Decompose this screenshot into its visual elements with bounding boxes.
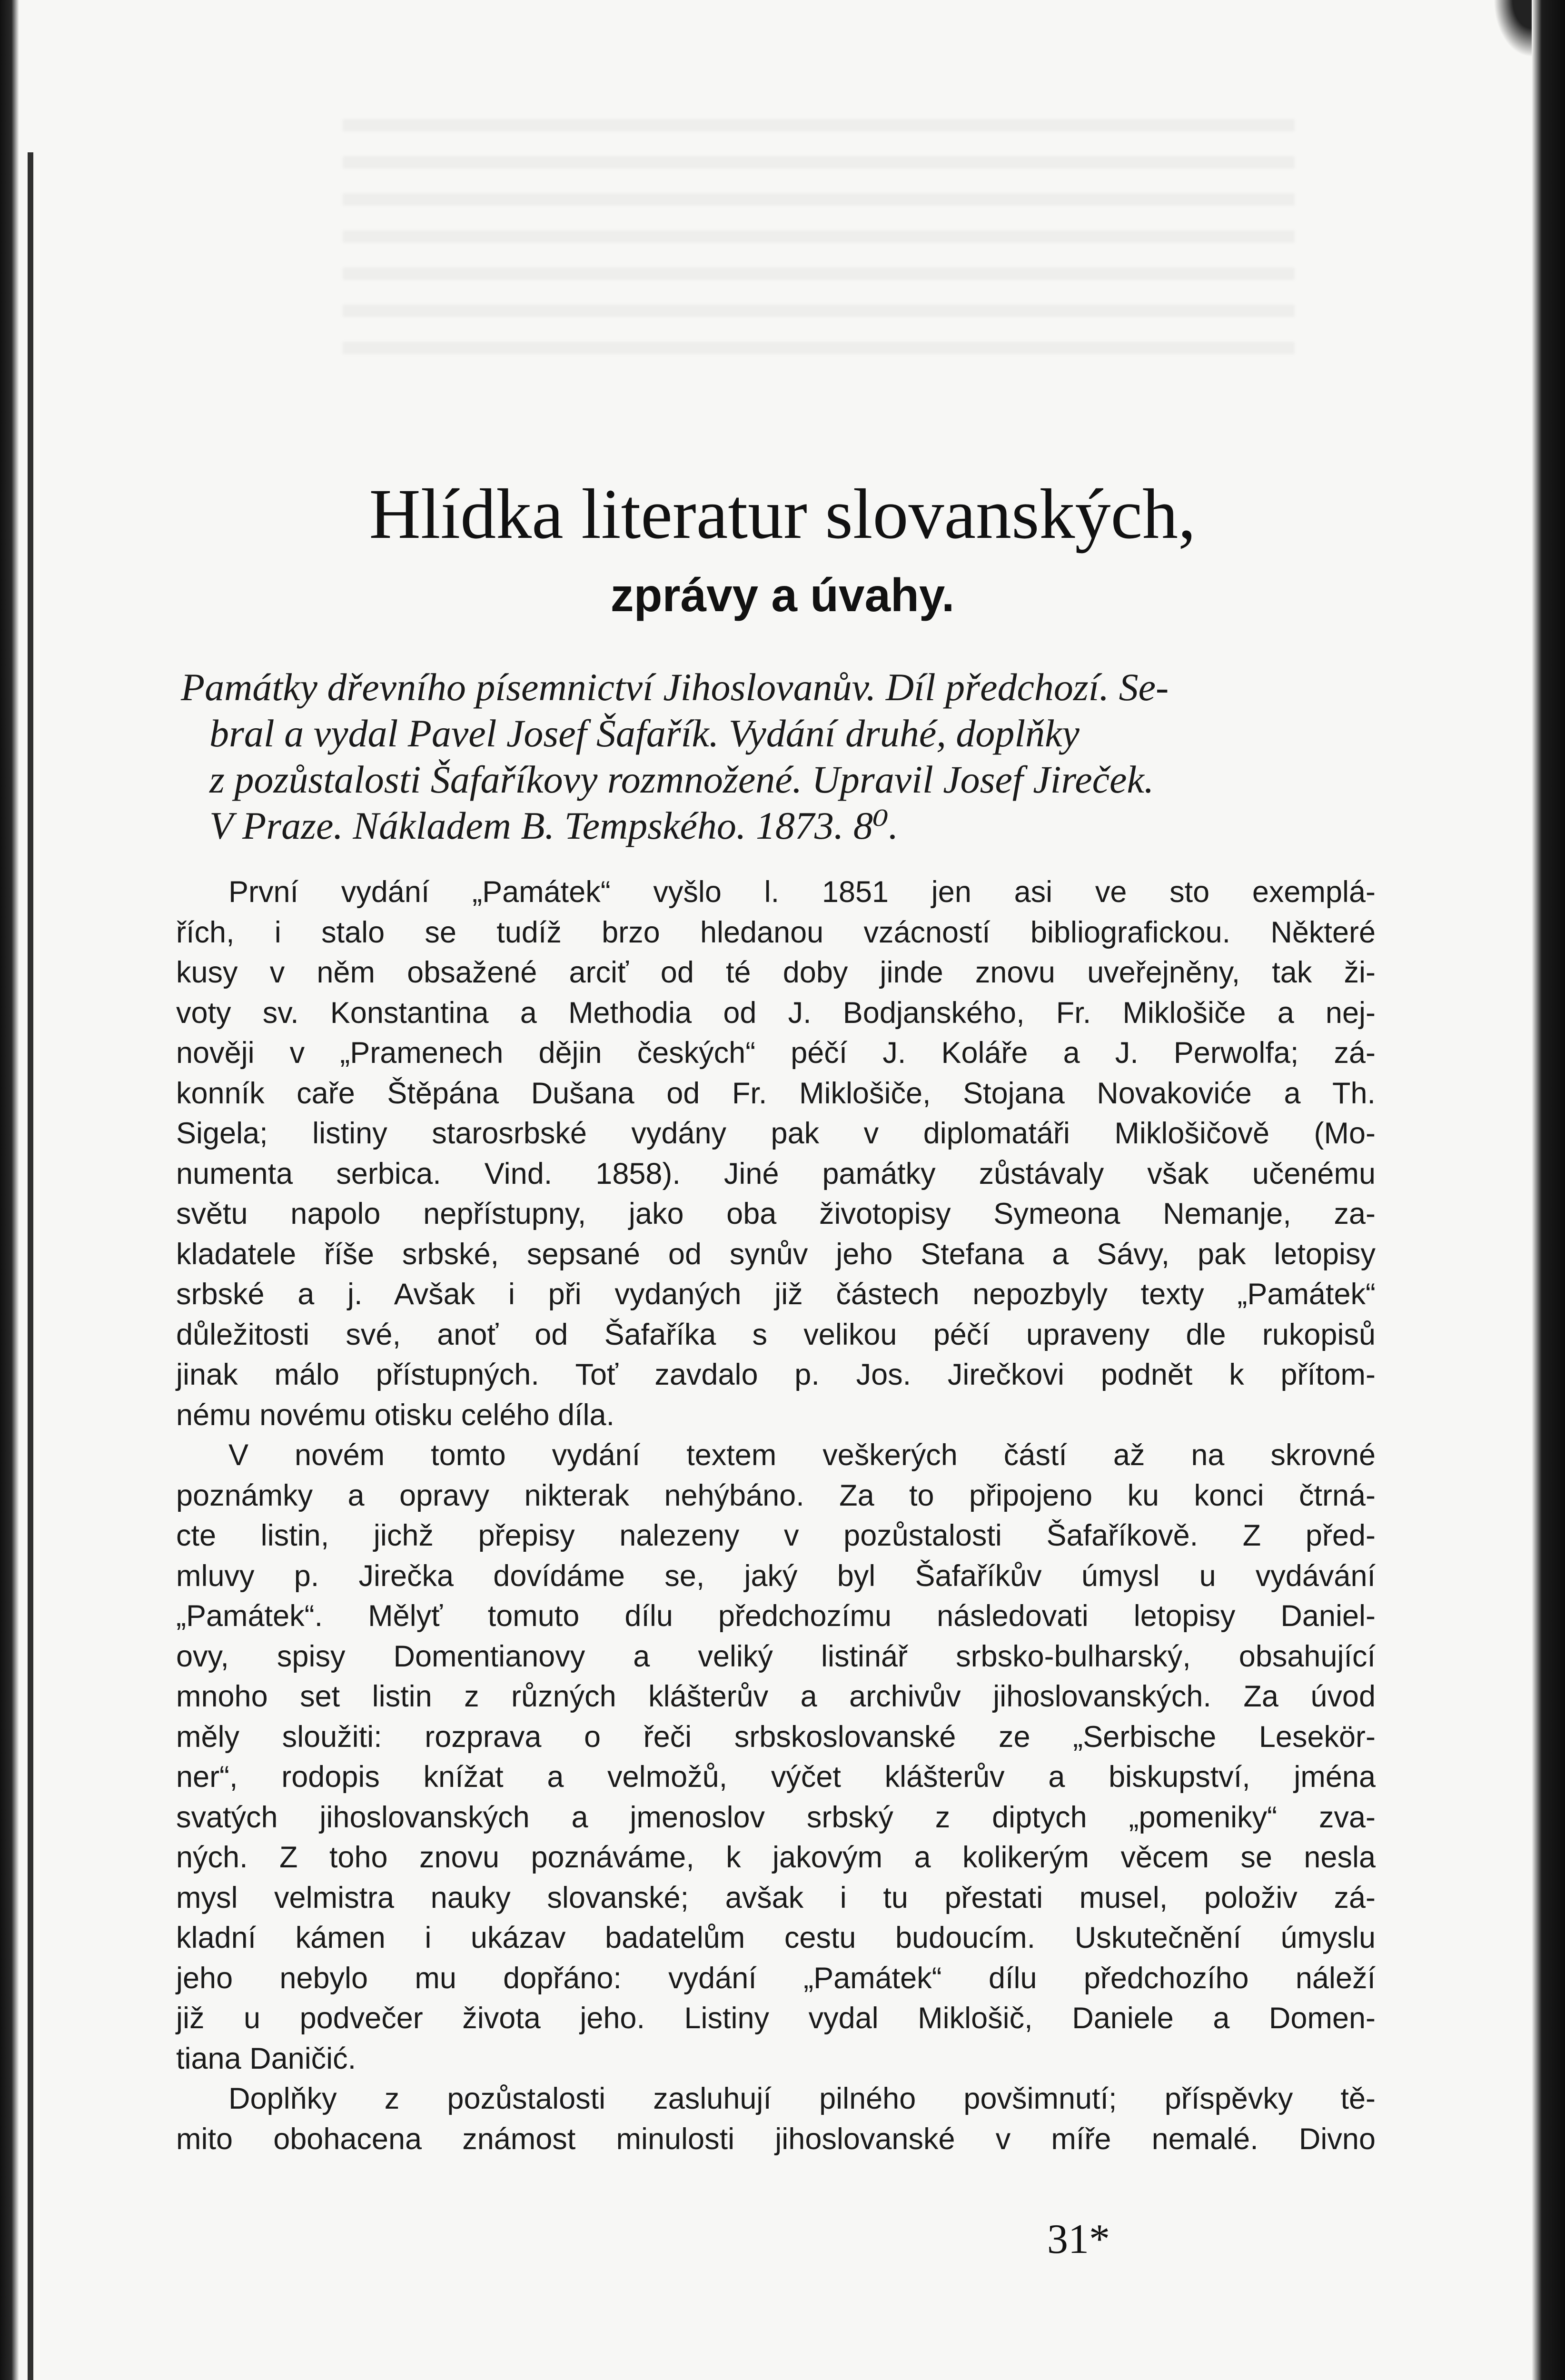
page-corner (1494, 0, 1532, 57)
paragraph-2-line: již u podvečer života jeho. Listiny vydal Miklošič, Daniele a Domen- (176, 2002, 1376, 2035)
paragraph-2-line: ner“, rodopis knížat a velmožů, výčet klášterův a biskupství, jména (176, 1760, 1376, 1794)
paragraph-3-line: Doplňky z pozůstalosti zasluhují pilného povšimnutí; příspěvky tě- (228, 2082, 1376, 2115)
paragraph-2-line: mnoho set listin z různých klášterův a archivův jihoslovanských. Za úvod (176, 1680, 1376, 1713)
paragraph-2-line: ných. Z toho znovu poznáváme, k jakovým a kolikerým věcem se nesla (176, 1841, 1376, 1874)
paragraph-2-line: tiana Daničić. (176, 2042, 357, 2075)
paragraph-1-line: Sigela; listiny starosrbské vydány pak v diplomatáři Miklošičově (Mo- (176, 1117, 1376, 1150)
paragraph-2-line: V novém tomto vydání textem veškerých částí až na skrovné (228, 1438, 1376, 1472)
paragraph-1-line: numenta serbica. Vind. 1858). Jiné památky zůstávaly však učenému (176, 1157, 1376, 1190)
show-through-bleed (343, 119, 1295, 357)
paragraph-2-line: měly sloužiti: rozprava o řeči srbskoslovanské ze „Serbische Lesekör- (176, 1720, 1376, 1754)
article-title: Hlídka literatur slovanských, (369, 475, 1196, 554)
biblio-line: z pozůstalosti Šafaříkovy rozmnožené. Upravil Josef Jireček. (209, 758, 1154, 801)
paragraph-1-line: důležitosti své, anoť od Šafaříka s velikou péčí upraveny dle rukopisů (176, 1318, 1376, 1351)
paragraph-2-line: mysl velmistra nauky slovanské; avšak i tu přestati musel, položiv zá- (176, 1881, 1376, 1914)
paragraph-2-line: jeho nebylo mu dopřáno: vydání „Památek“ dílu předchozího náleží (176, 1961, 1376, 1995)
scan-edge-right (1532, 0, 1565, 2380)
paragraph-2-line: „Památek“. Mělyť tomuto dílu předchozímu následovati letopisy Daniel- (176, 1599, 1376, 1633)
paragraph-2-line: cte listin, jichž přepisy nalezeny v pozůstalosti Šafaříkově. Z před- (176, 1519, 1376, 1552)
paragraph-1-line: voty sv. Konstantina a Methodia od J. Bodjanského, Fr. Miklošiče a nej- (176, 996, 1376, 1030)
paragraph-1-line: jinak málo přístupných. Toť zavdalo p. Jos. Jirečkovi podnět k přítom- (176, 1358, 1376, 1391)
paragraph-2-line: kladní kámen i ukázav badatelům cestu budoucím. Uskutečnění úmyslu (176, 1921, 1376, 1954)
article-body (176, 872, 1376, 2159)
paragraph-2-line: poznámky a opravy nikterak nehýbáno. Za to připojeno ku konci čtrná- (176, 1478, 1376, 1512)
paragraph-1-line: nověji v „Pramenech dějin českých“ péčí J. Koláře a J. Perwolfa; zá- (176, 1036, 1376, 1070)
biblio-line: Památky dřevního písemnictví Jihoslovanův. Díl předchozí. Se- (181, 665, 1169, 709)
article-subtitle: zprávy a úvahy. (610, 569, 955, 621)
paragraph-1-line: První vydání „Památek“ vyšlo l. 1851 jen asi ve sto exemplá- (228, 875, 1376, 909)
paragraph-1-line: kusy v něm obsažené arciť od té doby jinde znovu uveřejněny, tak ži- (176, 956, 1376, 989)
bibliographic-entry (181, 664, 1376, 849)
paragraph-1-line: srbské a j. Avšak i při vydaných již částech nepozbyly texty „Památek“ (176, 1278, 1376, 1311)
paragraph-1-line: nému novému otisku celého díla. (176, 1398, 615, 1432)
paragraph-1-line: světu napolo nepřístupny, jako oba životopisy Symeona Nemanje, za- (176, 1197, 1376, 1230)
scan-edge-left (0, 0, 19, 2380)
biblio-line: V Praze. Nákladem B. Tempského. 1873. 8⁰. (209, 804, 899, 847)
paragraph-1-line: řích, i stalo se tudíž brzo hledanou vzácností bibliografickou. Některé (176, 915, 1376, 949)
paragraph-2-line: svatých jihoslovanských a jmenoslov srbský z diptych „pomeniky“ zva- (176, 1800, 1376, 1834)
paragraph-1-line: konník caře Štěpána Dušana od Fr. Miklošiče, Stojana Novakoviće a Th. (176, 1076, 1376, 1110)
paragraph-2-line: mluvy p. Jirečka dovídáme se, jaký byl Šafaříkův úmysl u vydávání (176, 1559, 1376, 1593)
paragraph-3-line: mito obohacena známost minulosti jihoslovanské v míře nemalé. Divno (176, 2122, 1376, 2156)
biblio-line: bral a vydal Pavel Josef Šafařík. Vydání druhé, doplňky (209, 712, 1080, 755)
paragraph-1-line: kladatele říše srbské, sepsané od synův jeho Stefana a Sávy, pak letopisy (176, 1237, 1376, 1271)
folio-signature: 31* (1047, 2216, 1110, 2262)
paragraph-2-line: ovy, spisy Domentianovy a veliký listinář srbsko-bulharský, obsahující (176, 1639, 1376, 1673)
